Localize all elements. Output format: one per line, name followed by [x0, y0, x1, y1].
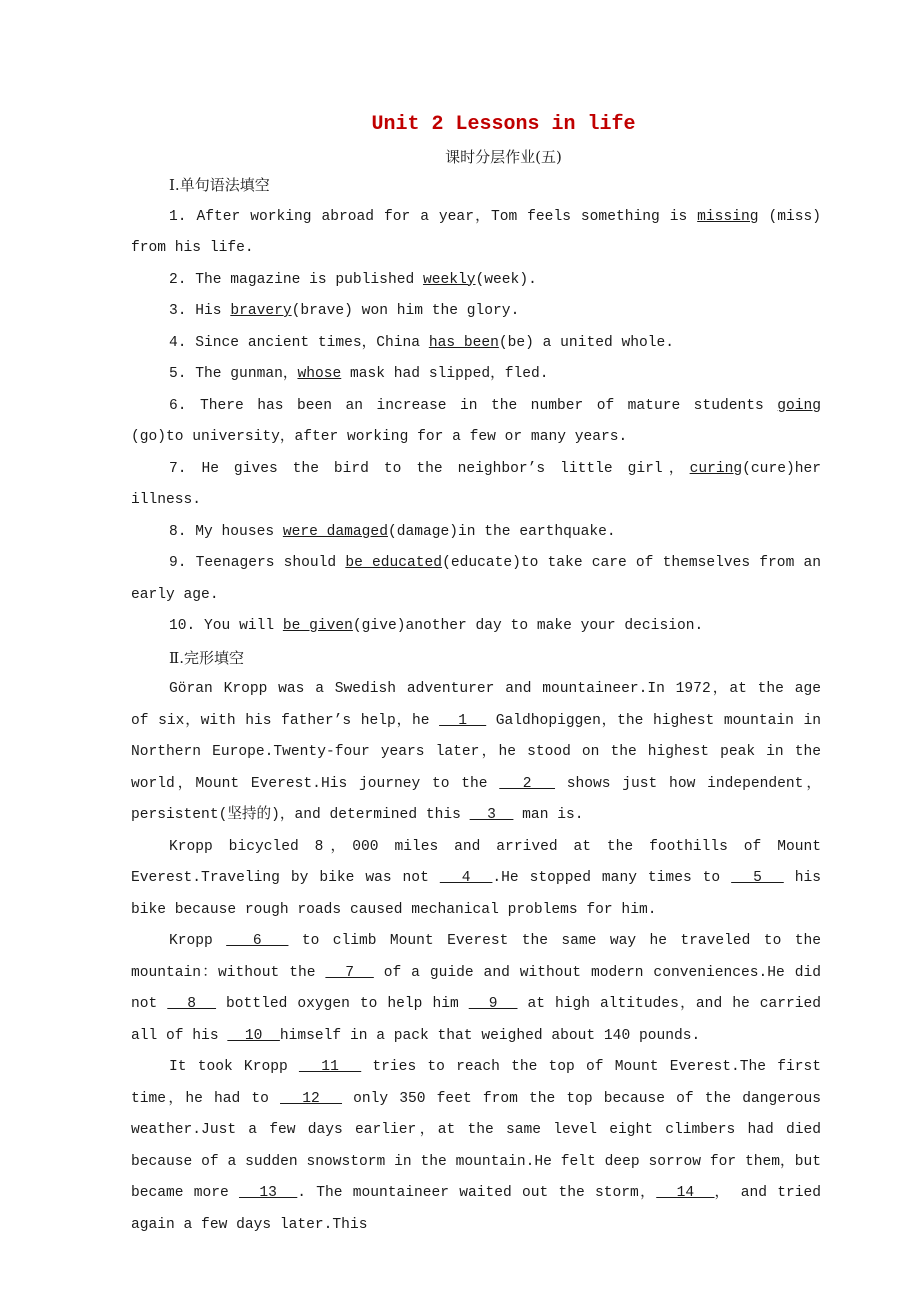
cloze-blank-14: 14	[656, 1185, 715, 1201]
cloze-blank-10: 10	[227, 1027, 280, 1044]
cloze-blank-3: 3	[469, 807, 514, 823]
answer-2: weekly	[422, 271, 476, 288]
cloze-blank-12: 12	[280, 1090, 343, 1107]
answer-9: be educated	[345, 555, 443, 571]
cloze-blank-13: 13	[238, 1185, 298, 1201]
answer-10: be given	[282, 618, 353, 634]
answer-5: whose	[297, 366, 342, 382]
grammar-item-3: 3. His bravery(brave) won him the glory.	[169, 303, 520, 319]
grammar-item-4: 4. Since ancient times，China has been(be) a united whole.	[169, 334, 675, 351]
cloze-blank-6: 6	[226, 933, 289, 949]
worksheet-page	[131, 108, 821, 1241]
cloze-paragraph-1: Göran Kropp was a Swedish adventurer and mountaineer.In 1972，at the age of six，with his father’s help，he 1 Galdhopiggen，the highest mountain in Northern Europe.Twenty-four years later，he stood on the highest peak in the world，Mount Everest.His journey to the 2 shows just how independent，persistent(坚持的)，and determined this 3 man is.	[131, 681, 821, 823]
cloze-blank-9: 9	[468, 996, 518, 1012]
grammar-item-9: 9. Teenagers should be educated(educate)to take care of themselves from an early age.	[131, 555, 821, 603]
cloze-paragraph-4: It took Kropp 11 tries to reach the top of Mount Everest.The first time，he had to 12 only 350 feet from the top because of the dangerous weather.Just a few days earlier，at the same level eight climbers had died because of a sudden snowstorm in the mountain.He felt deep sorrow for them，but became more 13 . The mountaineer waited out the storm， 14 ， and tried again a few days later.This	[131, 1059, 822, 1233]
section-1-heading: Ⅰ.单句语法填空	[169, 176, 270, 194]
grammar-item-5: 5. The gunman，whose mask had slipped，fled.	[169, 366, 549, 382]
cloze-blank-8: 8	[167, 996, 217, 1012]
cloze-paragraph-2: Kropp bicycled 8，000 miles and arrived at the foothills of Mount Everest.Traveling by bike was not 4 .He stopped many times to 5 his bike because rough roads caused mechanical problems for him.	[131, 838, 822, 918]
grammar-item-10: 10. You will be given(give)another day to make your decision.	[169, 618, 704, 634]
grammar-item-8: 8. My houses were damaged(damage)in the earthquake.	[169, 523, 616, 540]
answer-8: were damaged	[282, 523, 388, 540]
unit-title: Unit 2 Lessons in life	[371, 113, 636, 136]
answer-3: bravery	[230, 303, 292, 319]
grammar-item-6: 6. There has been an increase in the number of mature students going (go)to university，after working for a few or many years.	[131, 397, 821, 445]
grammar-item-2: 2. The magazine is published weekly(week).	[169, 271, 537, 288]
answer-4: has been	[428, 334, 499, 351]
grammar-item-7: 7. He gives the bird to the neighbor’s little girl，curing(cure)her illness.	[131, 460, 821, 508]
answer-6: going	[777, 397, 821, 414]
cloze-paragraph-3: Kropp 6 to climb Mount Everest the same way he traveled to the mountain：without the 7 of a guide and without modern conveniences.He did not 8 bottled oxygen to help him 9 at high altitudes，and he carried all of his 10 himself in a pack that weighed about 140 pounds.	[131, 933, 822, 1044]
cloze-blank-1: 1	[439, 712, 487, 729]
assignment-subtitle: 课时分层作业(五)	[445, 148, 562, 166]
cloze-blank-7: 7	[325, 964, 374, 981]
section-2-heading: Ⅱ.完形填空	[169, 648, 244, 667]
cloze-blank-11: 11	[298, 1059, 362, 1075]
answer-7: curing	[689, 460, 743, 477]
cloze-blank-5: 5	[731, 870, 784, 886]
cloze-blank-4: 4	[439, 870, 493, 886]
grammar-item-1: 1. After working abroad for a year，Tom feels something is missing (miss) from his life.	[131, 208, 821, 256]
answer-1: missing	[697, 208, 759, 225]
cloze-blank-2: 2	[499, 775, 556, 792]
